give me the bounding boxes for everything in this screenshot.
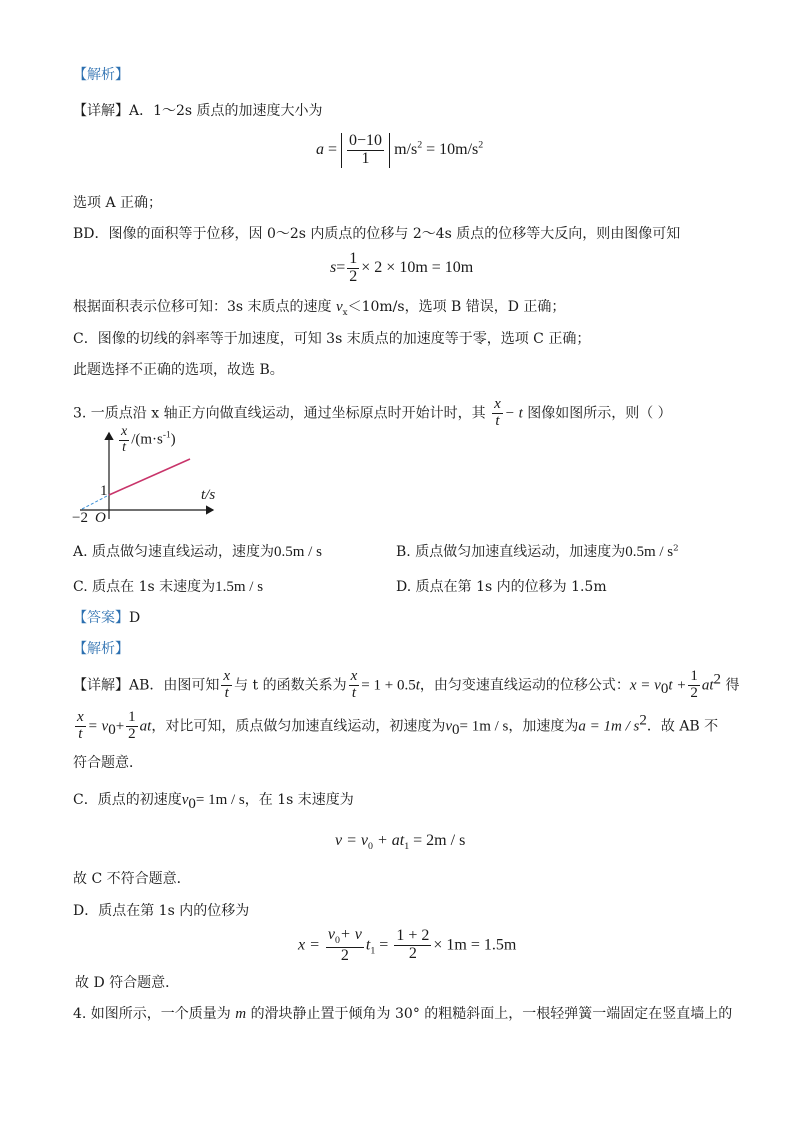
graph-y-exp: -1	[162, 430, 171, 441]
q3-stem-den: t	[495, 412, 500, 429]
option-c-text: C. 质点在 1s 末速度为	[73, 579, 216, 595]
eq-s-lhs: s	[330, 258, 337, 276]
q3-stem-frac	[492, 397, 503, 430]
option-a-value: 0.5m / s	[274, 544, 322, 560]
eq-s-den: 2	[349, 267, 358, 285]
l2-v0-value: = 1m / s	[459, 718, 509, 735]
eq-a-unit: m/s	[394, 140, 418, 158]
option-a-text: A. 质点做匀速直线运动，速度为	[73, 544, 275, 560]
answer-line	[73, 610, 140, 628]
eq-v-mid: + at	[376, 832, 405, 849]
equation-v: $v = v_0 + at_1 = 2m / s$	[335, 832, 466, 853]
c-text: C．图像的切线的斜率等于加速度，可知 3s 末质点的加速度等于零，选项 C 正确；	[73, 331, 591, 347]
l2-plus: +	[115, 718, 125, 735]
equation-a: a = $\frac{0-10}{1}$ $m/s^2 = 10m/s^2$	[316, 132, 484, 167]
q4-stem-m: m	[235, 1006, 247, 1022]
ab-frac-num: x	[223, 668, 231, 684]
eq-x-eq2: =	[379, 936, 389, 954]
c-v0-value: = 1m / s	[195, 792, 245, 808]
l2-frac-den: t	[78, 725, 83, 742]
ab-line-1: 【详解】AB．由图可知 $\frac{x}{t}$ 与 t 的函数关系为 $\frac{x}{t}$ = 1 + 0.5t，由匀变速直线运动的位移公式：$x = v_0t$ + $\frac{1}{2}$ $at^2$ 得	[73, 668, 740, 701]
l2-text-2: ，加速度为	[508, 718, 579, 735]
ab-line-3: 符合题意．	[73, 755, 143, 771]
q3-analysis-tag: 【解析】	[73, 641, 129, 657]
eq-a-num: 0−10	[349, 132, 383, 149]
conclusion-text: 此题选择不正确的选项，故选 B。	[73, 362, 284, 378]
q4-stem-b: 的滑块静止置于倾角为 30° 的粗糙斜面上，一根轻弹簧一端固定在竖直墙上的	[250, 1006, 733, 1022]
ab-formula-c: at	[701, 677, 714, 694]
area-v: v	[336, 299, 343, 315]
eq-x-rhs: × 1m = 1.5m	[433, 936, 517, 954]
eq-s-rhs: × 2 × 10m = 10m	[361, 258, 474, 276]
graph-line	[109, 459, 190, 495]
eq-x-num1: v	[327, 926, 336, 943]
ab-text-1: 【详解】AB．由图可知	[73, 677, 220, 694]
q4-stem-a: 4. 如图所示，一个质量为	[73, 1006, 231, 1022]
eq-v-rhs: = 2m / s	[413, 832, 466, 849]
graph-y-unit: /(m·s	[131, 431, 163, 448]
eq-x-den2: 2	[408, 945, 417, 963]
bd-text: BD．图像的面积等于位移，因 0～2s 内质点的位移与 2～4s 质点的位移等大反向，则由图像可知	[73, 226, 681, 242]
q4-stem	[73, 1005, 732, 1024]
answer-value: D	[129, 610, 141, 626]
correct-a-text: 选项 A 正确；	[73, 195, 163, 211]
ab-frac-den: t	[224, 684, 229, 701]
eq-a-abs	[341, 133, 390, 168]
l2-a: a = 1m / s	[578, 718, 640, 735]
graph-y-label	[117, 425, 176, 455]
eq-a-den: 1	[361, 149, 370, 167]
q3-stem-num: x	[494, 396, 501, 412]
c-text-b: ，在 1s 末速度为	[244, 792, 354, 808]
l2-frac-num: x	[77, 709, 84, 725]
equation-x: x = $\frac{v_0+ v}{2}$ $t_1$ = $\frac{1 + 2}{2}$ × 1m = 1.5m	[298, 926, 517, 964]
answer-tag: 【答案】	[73, 610, 129, 626]
c-line: C．质点的初速度$v_0= 1m / s$，在 1s 末速度为	[73, 792, 354, 812]
graph-x-label: t/s	[201, 487, 216, 503]
eq-a-exp: 2	[417, 139, 423, 151]
l2-eq: = v	[87, 718, 109, 735]
equation-s: s= $\frac{1}{2}$ × 2 × 10m = 10m	[330, 250, 474, 285]
area-v-sub: x	[342, 307, 348, 318]
eq-a-exp2: 2	[478, 139, 484, 151]
eq-x-num2: 1 + 2	[396, 927, 430, 945]
ab-eq-t: t	[415, 677, 420, 694]
graph-intercept-label: 1	[100, 483, 108, 499]
analysis-tag: 【解析】	[73, 67, 129, 83]
c-conclusion: 故 C 不符合题意．	[73, 871, 191, 887]
eq-a-rhs: = 10m/s	[426, 140, 479, 158]
option-b-exp: 2	[673, 543, 679, 554]
option-b-value: 0.5m / s	[625, 544, 674, 560]
l2-at: at	[139, 718, 152, 735]
ab-frac2-num: x	[350, 668, 358, 684]
eq-x-den1: 2	[340, 946, 349, 964]
ab-formula-a: x = v	[629, 677, 661, 694]
ab-formula-b: t +	[668, 677, 687, 694]
eq-x-num1b: + v	[339, 926, 362, 943]
ab-text-3: ，由匀变速直线运动的位移公式：	[419, 677, 630, 694]
area-text-b: ＜10m/s，选项 B 错误，D 正确；	[347, 299, 566, 315]
graph-y-num: x	[121, 424, 128, 439]
ab-eq: = 1 + 0.5	[361, 677, 416, 694]
eq-a-lhs: a	[316, 140, 324, 158]
detail-a-text: 【详解】A．1～2s 质点的加速度大小为	[73, 103, 323, 119]
ab-text-4: 得	[725, 677, 740, 694]
l2-v0: v	[445, 718, 453, 735]
option-b-text: B. 质点做匀加速直线运动，加速度为	[396, 544, 626, 560]
option-a	[73, 543, 322, 562]
c-v0: v	[181, 792, 189, 808]
area-text	[73, 298, 565, 319]
q3-stem-b: 图像如图所示，则（ ）	[527, 405, 672, 422]
eq-x-mid: t	[365, 936, 371, 954]
l2-text-1: ，对比可知，质点做匀加速直线运动，初速度为	[151, 718, 446, 735]
option-c-value: 1.5m / s	[215, 579, 264, 595]
l2-text-3: ．故 AB 不	[646, 718, 719, 735]
d-line: D．质点在第 1s 内的位移为	[73, 903, 250, 919]
d-conclusion: 故 D 符合题意．	[75, 975, 180, 991]
ab-frac2-den: t	[351, 684, 357, 701]
option-c	[73, 578, 263, 597]
q3-stem-a: 3. 一质点沿 x 轴正方向做直线运动，通过坐标原点时开始计时，其	[73, 405, 486, 422]
ab-line-2: $\frac{x}{t}$ = $v_0+$ $\frac{1}{2}$ at，对比可知，质点做匀加速直线运动，初速度为$v_0= 1m / s$，加速度为$a = 1m / s^2$．故 AB 不	[77, 709, 719, 742]
area-text-a: 根据面积表示位移可知：3s 末质点的速度	[73, 299, 332, 315]
ab-text-2: 与 t 的函数关系为	[234, 677, 347, 694]
option-d: D. 质点在第 1s 内的位移为 1.5m	[396, 579, 607, 595]
eq-x-lhs: x =	[298, 936, 320, 954]
eq-v-lhs: v = v	[335, 832, 368, 849]
graph-y-close: )	[170, 431, 176, 448]
option-b	[396, 543, 679, 562]
q3-stem-mid: − t	[504, 405, 523, 422]
graph-neg-label: −2	[72, 510, 88, 526]
graph-y-den: t	[122, 439, 127, 455]
eq-s-num: 1	[349, 250, 358, 267]
c-text-a: C．质点的初速度	[73, 792, 182, 808]
graph-origin-label: O	[95, 510, 106, 526]
